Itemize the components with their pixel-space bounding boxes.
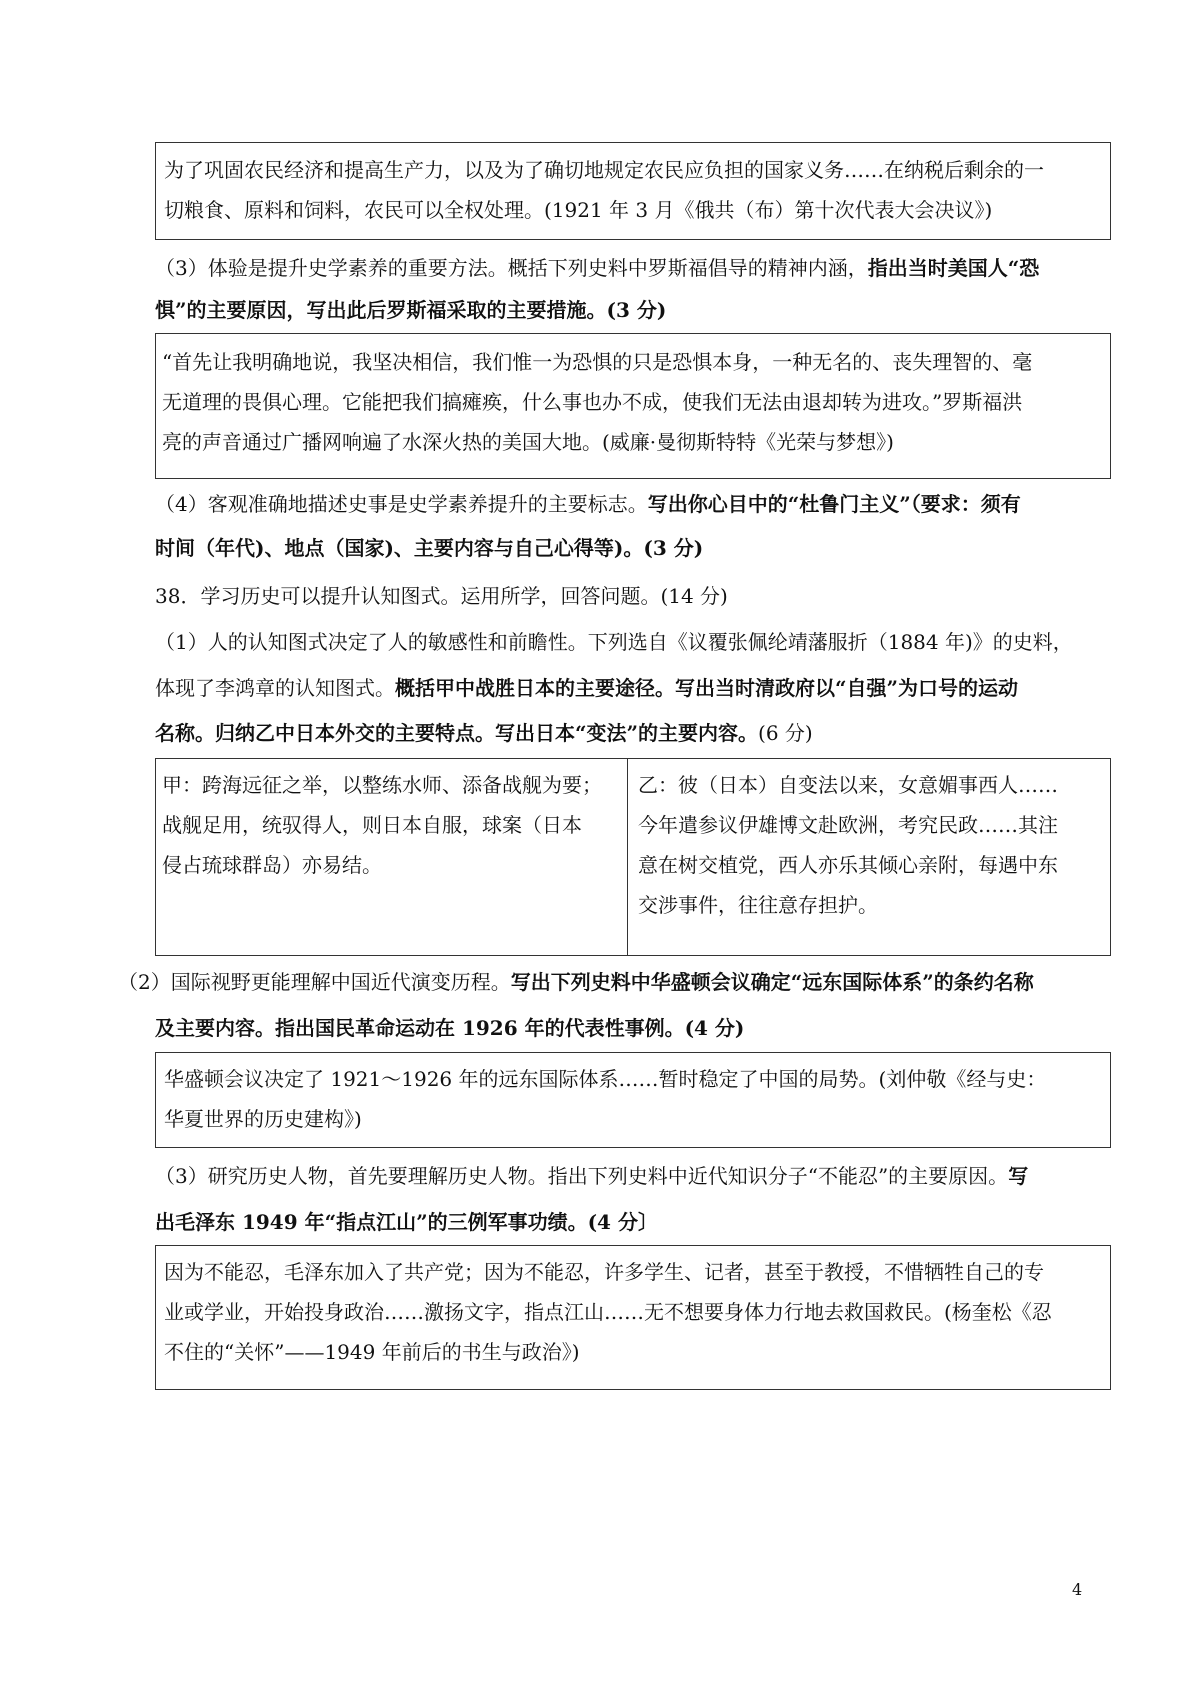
source-text-line: 因为不能忍，毛泽东加入了共产党；因为不能忍，许多学生、记者，甚至于教授，不惜牺牲自己的专 — [164, 1260, 1044, 1284]
source-box-mao-intellectuals — [155, 1245, 1111, 1390]
table-cell-line: 甲：跨海远征之举，以整练水师、添备战舰为要； — [162, 773, 602, 797]
source-text-line: 切粮食、原料和饲料，农民可以全权处理。(1921 年 3 月《俄共（布）第十次代表大会决议》) — [164, 198, 993, 222]
source-text-line: 为了巩固农民经济和提高生产力，以及为了确切地规定农民应负担的国家义务……在纳税后剩余的一 — [164, 158, 1044, 182]
table-cell-yi — [628, 759, 1110, 955]
question-3-roosevelt-line2: 惧”的主要原因，写出此后罗斯福采取的主要措施。(3 分) — [155, 298, 667, 322]
source-text-line: 不住的“关怀”——1949 年前后的书生与政治》) — [164, 1340, 580, 1364]
table-cell-line: 战舰足用，统驭得人，则日本自服，球案（日本 — [162, 813, 582, 837]
source-table-li-hongzhang — [155, 758, 1111, 956]
source-box-roosevelt-quote — [155, 333, 1111, 479]
source-text-line: “首先让我明确地说，我坚决相信，我们惟一为恐惧的只是恐惧本身，一种无名的、丧失理智的、毫 — [162, 350, 1033, 374]
source-text-line: 无道理的畏俱心理。它能把我们搞瘫痪，什么事也办不成，使我们无法由退却转为进攻。”罗斯福洪 — [162, 390, 1023, 414]
source-text-line: 亮的声音通过广播网响遍了水深火热的美国大地。(威廉·曼彻斯特特《光荣与梦想》) — [162, 430, 894, 454]
question-38-1-line1: （1）人的认知图式决定了人的敏感性和前瞻性。下列选自《议覆张佩纶靖藩服折（1884 年)》的史料， — [155, 630, 1073, 654]
question-4-truman: （4）客观准确地描述史事是史学素养提升的主要标志。写出你心目中的“杜鲁门主义”（要求：须有 — [155, 492, 1021, 516]
table-cell-line: 今年遣参议伊雄博文赴欧洲，考究民政……其注 — [638, 813, 1058, 837]
source-box-soviet-resolution — [155, 142, 1111, 240]
question-38-3-line2: 出毛泽东 1949 年“指点江山”的三例军事功绩。(4 分〕 — [155, 1210, 658, 1234]
table-cell-jia — [156, 759, 627, 955]
source-text-line: 业或学业，开始投身政治……激扬文字，指点江山……无不想要身体力行地去救国救民。(杨奎松《忍 — [164, 1300, 1052, 1324]
source-text-line: 华夏世界的历史建构》) — [164, 1107, 362, 1131]
question-38-heading: 38．学习历史可以提升认知图式。运用所学，回答问题。(14 分) — [155, 584, 728, 608]
table-cell-line: 交涉事件，往往意存担护。 — [638, 893, 878, 917]
question-38-1-line2: 体现了李鸿章的认知图式。概括甲中战胜日本的主要途径。写出当时清政府以“自强”为口号的运动 — [155, 676, 1019, 700]
question-38-3-line1: （3）研究历史人物，首先要理解历史人物。指出下列史料中近代知识分子“不能忍”的主要原因。写 — [155, 1164, 1029, 1188]
question-38-2-line2: 及主要内容。指出国民革命运动在 1926 年的代表性事例。(4 分) — [155, 1016, 745, 1040]
source-text-line: 华盛顿会议决定了 1921～1926 年的远东国际体系……暂时稳定了中国的局势。(刘仲敬《经与史： — [164, 1067, 1047, 1091]
page-number: 4 — [1072, 1580, 1083, 1599]
source-box-washington-conference — [155, 1052, 1111, 1148]
question-4-truman-line2: 时间（年代)、地点（国家)、主要内容与自己心得等)。(3 分) — [155, 536, 704, 560]
question-3-roosevelt: （3）体验是提升史学素养的重要方法。概括下列史料中罗斯福倡导的精神内涵，指出当时美国人“恐 — [155, 256, 1040, 280]
question-38-1-line3: 名称。归纳乙中日本外交的主要特点。写出日本“变法”的主要内容。(6 分) — [155, 721, 813, 745]
table-cell-line: 意在树交植党，西人亦乐其倾心亲附，每遇中东 — [638, 853, 1058, 877]
table-cell-line: 侵占琉球群岛）亦易结。 — [162, 853, 382, 877]
table-cell-line: 乙：彼（日本）自变法以来，女意媚事西人…… — [638, 773, 1058, 797]
question-38-2-line1: （2）国际视野更能理解中国近代演变历程。写出下列史料中华盛顿会议确定“远东国际体系”的条约名称 — [118, 970, 1034, 994]
